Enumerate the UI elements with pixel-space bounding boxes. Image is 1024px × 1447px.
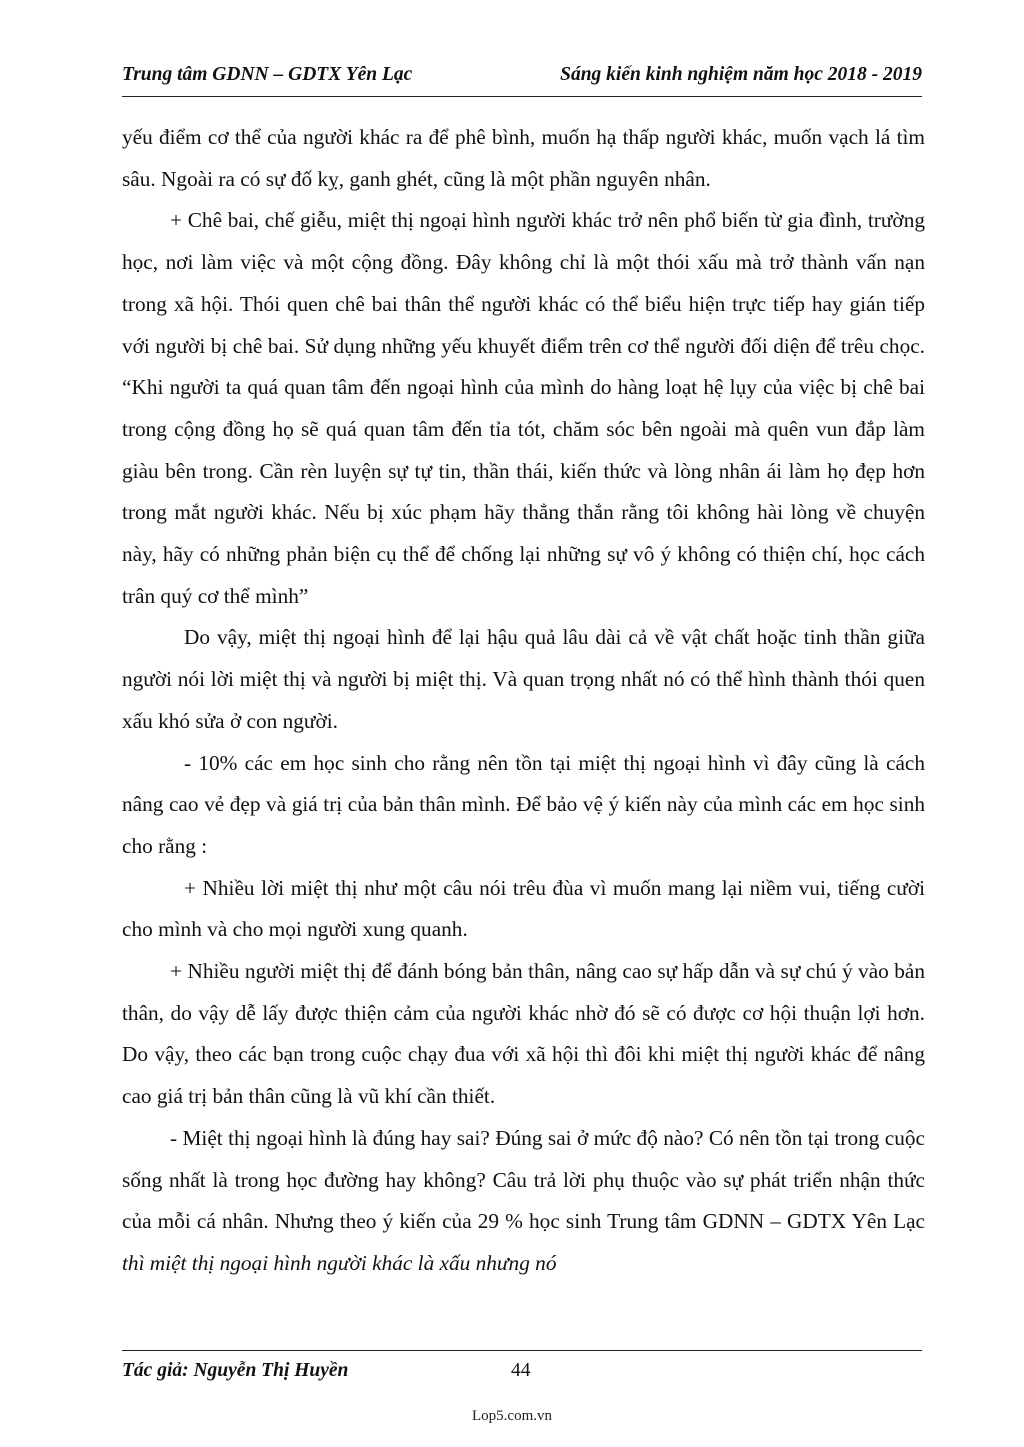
paragraph-1: yếu điểm cơ thể của người khác ra để phê bình, muốn hạ thấp người khác, muốn vạch lá tìm sâu. Ngoài ra có sự đố kỵ, ganh ghét, cũng là một phần nguyên nhân. xyxy=(122,125,925,191)
paragraph-7 xyxy=(122,1118,925,1285)
paragraph-3: Do vậy, miệt thị ngoại hình để lại hậu quả lâu dài cả về vật chất hoặc tinh thần giữa người nói lời miệt thị và người bị miệt thị. Và quan trọng nhất nó có thể hình thành thói quen xấu khó sửa ở con người. xyxy=(122,625,925,733)
paragraph-6: + Nhiều người miệt thị để đánh bóng bản thân, nâng cao sự hấp dẫn và sự chú ý vào bản thân, do vậy dễ lấy được thiện cảm của người khác nhờ đó sẽ có được cơ hội thuận lợi hơn. Do vậy, theo các bạn trong cuộc chạy đua với xã hội thì đôi khi miệt thị người khác để nâng cao giá trị bản thân cũng là vũ khí cần thiết. xyxy=(122,959,925,1109)
page-header xyxy=(122,64,922,92)
footer-author: Tác giả: Nguyễn Thị Huyền xyxy=(122,1360,349,1381)
paragraph-2: + Chê bai, chế giễu, miệt thị ngoại hình người khác trở nên phổ biến từ gia đình, trường học, nơi làm việc và một cộng đồng. Đây không chỉ là một thói xấu mà trở thành vấn nạn trong xã hội. Thói quen chê bai thân thể người khác có thể biểu hiện trực tiếp hay gián tiếp với người bị chê bai. Sử dụng những yếu khuyết điểm trên cơ thể người đối diện để trêu chọc. “Khi người ta quá quan tâm đến ngoại hình của mình do hàng loạt hệ lụy của việc bị chê bai trong cộng đồng họ sẽ quá quan tâm đến tỉa tót, chăm sóc bên ngoài mà quên vun đắp làm giàu bên trong. Cần rèn luyện sự tự tin, thần thái, kiến thức và lòng nhân ái làm họ đẹp hơn trong mắt người khác. Nếu bị xúc phạm hãy thẳng thắn rằng tôi không hài lòng về chuyện này, hãy có những phản biện cụ thể để chống lại những sự vô ý không có thiện chí, học cách trân quý cơ thể mình” xyxy=(122,208,925,608)
paragraph-4: - 10% các em học sinh cho rằng nên tồn tại miệt thị ngoại hình vì đây cũng là cách nâng cao vẻ đẹp và giá trị của bản thân mình. Để bảo vệ ý kiến này của mình các em học sinh cho rằng : xyxy=(122,750,925,858)
header-institution: Trung tâm GDNN – GDTX Yên Lạc xyxy=(122,64,413,85)
source-watermark: Lop5.com.vn xyxy=(472,1408,552,1424)
paragraph-5: + Nhiều lời miệt thị như một câu nói trêu đùa vì muốn mang lại niềm vui, tiếng cười cho mình và cho mọi người xung quanh. xyxy=(122,875,925,942)
document-body xyxy=(122,117,925,1285)
header-document-title: Sáng kiến kinh nghiệm năm học 2018 - 2019 xyxy=(560,64,922,85)
paragraph-7-italic-text: thì miệt thị ngoại hình người khác là xấu nhưng nó xyxy=(122,1250,557,1275)
page-number: 44 xyxy=(511,1360,531,1381)
footer-divider xyxy=(122,1350,922,1351)
paragraph-7-text: - Miệt thị ngoại hình là đúng hay sai? Đúng sai ở mức độ nào? Có nên tồn tại trong cuộc sống nhất là trong học đường hay không? Câu trả lời phụ thuộc vào sự phát triển nhận thức của mỗi cá nhân. Nhưng theo ý kiến của 29 % học sinh Trung tâm GDNN – GDTX Yên Lạc xyxy=(122,1125,925,1234)
header-divider xyxy=(122,96,922,97)
